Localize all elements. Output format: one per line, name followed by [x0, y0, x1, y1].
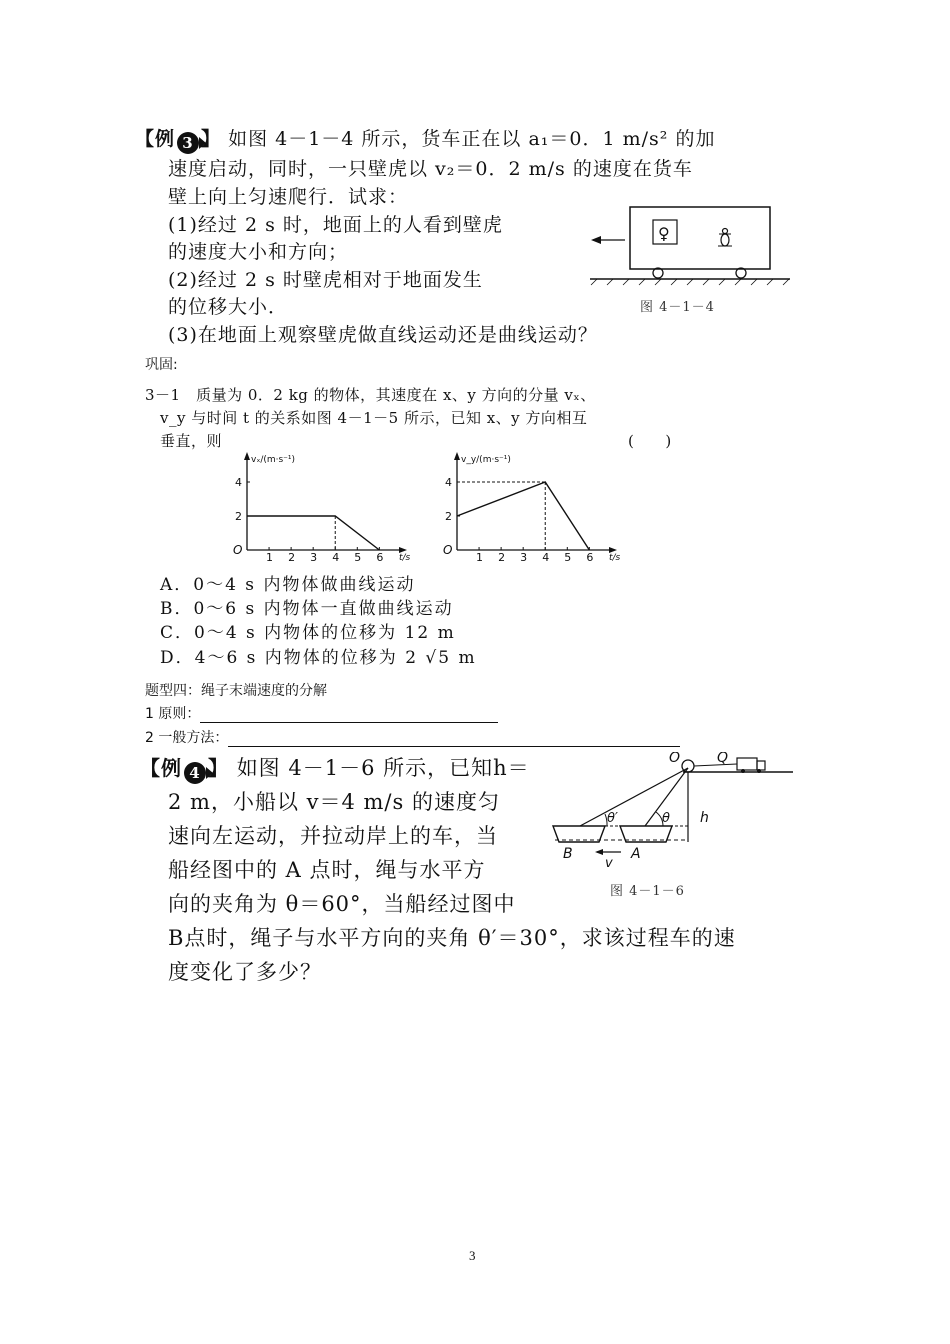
example-number-badge: 4: [184, 762, 206, 784]
principle-blank[interactable]: [200, 708, 498, 723]
boat-rope-figure: [545, 752, 795, 872]
x-tick-label: 3: [310, 551, 318, 564]
x-tick-label: 5: [354, 551, 362, 564]
chart-vy-vs-t: [435, 450, 635, 565]
consolidate-line3: 垂直，则: [160, 432, 223, 450]
series-line: [247, 516, 379, 550]
origin-label: O: [233, 543, 243, 557]
x-tick-label: 1: [266, 551, 274, 564]
page-number: 3: [469, 1248, 476, 1263]
x-tick-label: 6: [376, 551, 384, 564]
example4-line7: 度变化了多少？: [168, 960, 322, 984]
example4-text-1: 如图 4－1－6 所示，已知h＝: [236, 756, 530, 780]
example3-q2b: 的位移大小．: [168, 296, 289, 318]
x-axis-label: t/s: [399, 553, 411, 563]
y-axis-label: v_y/(m·s⁻¹): [461, 455, 511, 465]
consolidate-line2: v_y 与时间 t 的关系如图 4－1－5 所示，已知 x、y 方向相互: [160, 409, 588, 427]
method-blank[interactable]: [228, 732, 680, 747]
x-tick-label: 2: [498, 551, 506, 564]
svg-text:♀: ♀: [658, 224, 670, 243]
section4-title: 题型四：绳子末端速度的分解: [145, 683, 327, 699]
example-label: 【例: [135, 129, 176, 150]
example-number-badge: 3: [177, 132, 199, 154]
section4-item1: [145, 703, 498, 723]
example3-q1b: 的速度大小和方向；: [168, 241, 349, 263]
example4-line6: B点时，绳子与水平方向的夹角 θ′＝30°，求该过程车的速: [168, 926, 736, 950]
example4-line5: 向的夹角为 θ＝60°，当船经过图中: [168, 892, 516, 916]
y-axis-arrow: [454, 452, 460, 460]
example4-line1: 【例 4 】 如图 4－1－6 所示，已知h＝: [140, 756, 530, 782]
gecko-icon: [718, 229, 732, 247]
answer-bracket: ( ): [628, 432, 672, 450]
y-tick-label: 4: [445, 476, 452, 489]
x-tick-label: 5: [564, 551, 572, 564]
example3-line3: 壁上向上匀速爬行．试求：: [168, 186, 409, 208]
consolidate-line1: 3－1 质量为 0．2 kg 的物体，其速度在 x、y 方向的分量 vₓ、: [145, 386, 596, 404]
example3-q3: (3)在地面上观察壁虎做直线运动还是曲线运动？: [168, 324, 598, 346]
consolidate-heading: 巩固:: [145, 357, 178, 373]
label-B: B: [563, 846, 573, 862]
label-theta-prime: θ′: [607, 811, 618, 826]
rope-to-car: [694, 764, 737, 766]
y-axis-arrow: [244, 452, 250, 460]
rope-B: [580, 768, 688, 826]
example3-q2a: (2)经过 2 s 时壁虎相对于地面发生: [168, 269, 483, 291]
option-c: C．0～4 s 内物体的位移为 12 m: [160, 623, 456, 643]
x-tick-label: 3: [520, 551, 528, 564]
x-axis-label: t/s: [609, 553, 621, 563]
y-tick-label: 2: [235, 510, 242, 523]
principle-label: 1 原则：: [145, 706, 201, 722]
label-v: v: [605, 856, 613, 871]
label-Q: Q: [717, 752, 729, 766]
example-label: 【例: [140, 758, 182, 780]
example3-q1a: (1)经过 2 s 时，地面上的人看到壁虎: [168, 214, 503, 236]
label-O: O: [669, 752, 681, 766]
option-a: A．0～4 s 内物体做曲线运动: [160, 575, 416, 595]
y-tick-label: 4: [235, 476, 242, 489]
y-axis-label: vₓ/(m·s⁻¹): [251, 455, 296, 465]
figure-4-1-4-caption: 图 4－1－4: [640, 300, 715, 315]
origin-label: O: [443, 543, 453, 557]
x-tick-label: 4: [542, 551, 550, 564]
example3-text-1: 如图 4－1－4 所示，货车正在以 a₁＝0．1 m/s² 的加: [228, 128, 716, 150]
car-icon: [737, 758, 765, 773]
example4-line4: 船经图中的 A 点时，绳与水平方: [168, 858, 486, 882]
x-tick-label: 2: [288, 551, 296, 564]
option-b: B．0～6 s 内物体一直做曲线运动: [160, 599, 454, 619]
label-A: A: [631, 846, 641, 862]
example4-line3: 速向左运动，并拉动岸上的车，当: [168, 824, 498, 848]
figure-4-1-6-caption: 图 4－1－6: [610, 884, 685, 899]
example3-line1: 【例 3 】 如图 4－1－4 所示，货车正在以 a₁＝0．1 m/s² 的加: [135, 128, 716, 152]
truck-body: [630, 207, 770, 269]
chart-vx-vs-t: [225, 450, 435, 565]
x-tick-label: 1: [476, 551, 484, 564]
example3-line2: 速度启动，同时，一只壁虎以 v₂＝0．2 m/s 的速度在货车: [168, 158, 693, 180]
label-h: h: [700, 810, 709, 826]
section4-item2: [145, 727, 680, 747]
option-d: D．4～6 s 内物体的位移为 2 √5 m: [160, 648, 477, 668]
example4-line2: 2 m，小船以 v＝4 m/s 的速度匀: [168, 790, 500, 814]
series-line: [457, 482, 589, 550]
x-tick-label: 6: [586, 551, 594, 564]
method-label: 2 一般方法：: [145, 730, 229, 746]
x-tick-label: 4: [332, 551, 340, 564]
label-theta: θ: [662, 811, 670, 826]
y-tick-label: 2: [445, 510, 452, 523]
